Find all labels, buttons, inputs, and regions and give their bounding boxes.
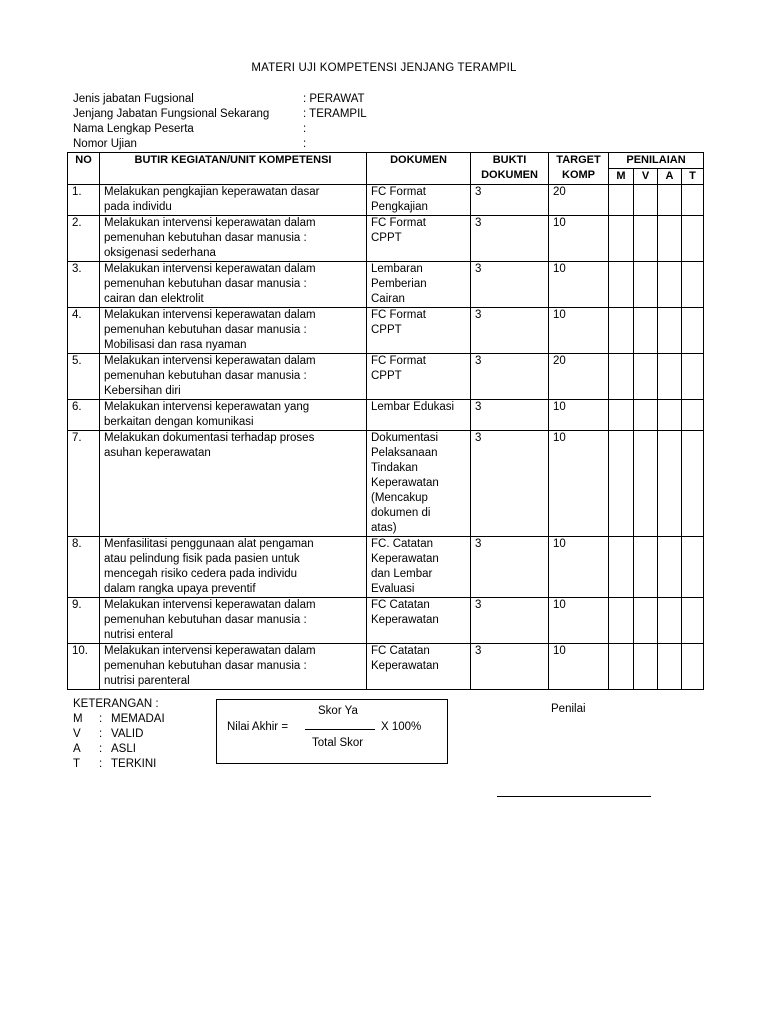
cell-target-komp: 20 — [549, 185, 609, 216]
cell-penilaian-v — [634, 400, 658, 431]
legend-item-a — [73, 742, 159, 757]
header-bukti-line1: BUKTI — [492, 154, 527, 166]
cell-no: 9. — [68, 598, 100, 644]
cell-dokumen — [367, 598, 471, 644]
cell-penilaian-t — [682, 431, 704, 537]
cell-penilaian-v — [634, 185, 658, 216]
cell-butir-kegiatan — [100, 308, 367, 354]
cell-no: 5. — [68, 354, 100, 400]
cell-no: 8. — [68, 537, 100, 598]
header-target-line2: KOMP — [562, 169, 595, 181]
signature-line — [497, 796, 651, 797]
cell-penilaian-m — [609, 644, 634, 690]
table-row — [68, 598, 704, 644]
cell-penilaian-a — [658, 308, 682, 354]
cell-penilaian-a — [658, 598, 682, 644]
butir-line: Melakukan intervensi keperawatan dalam — [104, 355, 316, 367]
cell-bukti-dokumen: 3 — [471, 431, 549, 537]
meta-value: : PERAWAT — [303, 93, 365, 105]
butir-line: nutrisi enteral — [104, 629, 174, 641]
table-row — [68, 400, 704, 431]
formula-multiplier: X 100% — [381, 721, 422, 733]
cell-penilaian-m — [609, 537, 634, 598]
table-row — [68, 354, 704, 400]
cell-butir-kegiatan — [100, 598, 367, 644]
dokumen-line: Lembaran — [371, 263, 423, 275]
dokumen-line: Lembar Edukasi — [371, 401, 455, 413]
cell-penilaian-a — [658, 216, 682, 262]
cell-no: 10. — [68, 644, 100, 690]
cell-target-komp: 20 — [549, 354, 609, 400]
cell-no: 3. — [68, 262, 100, 308]
header-target-komp — [549, 153, 609, 185]
cell-penilaian-t — [682, 598, 704, 644]
dokumen-line: FC Catatan — [371, 645, 430, 657]
cell-bukti-dokumen: 3 — [471, 262, 549, 308]
header-a: A — [658, 169, 682, 185]
butir-line: Melakukan intervensi keperawatan dalam — [104, 645, 316, 657]
cell-penilaian-a — [658, 537, 682, 598]
cell-bukti-dokumen: 3 — [471, 185, 549, 216]
butir-line: Melakukan intervensi keperawatan dalam — [104, 599, 316, 611]
butir-line: dalam rangka upaya preventif — [104, 583, 256, 595]
cell-penilaian-a — [658, 262, 682, 308]
cell-no: 7. — [68, 431, 100, 537]
table-row — [68, 216, 704, 262]
meta-value: : — [303, 123, 307, 135]
cell-penilaian-t — [682, 644, 704, 690]
cell-bukti-dokumen: 3 — [471, 308, 549, 354]
cell-no: 2. — [68, 216, 100, 262]
cell-dokumen — [367, 431, 471, 537]
cell-bukti-dokumen: 3 — [471, 354, 549, 400]
butir-line: pada individu — [104, 201, 172, 213]
dokumen-line: Cairan — [371, 293, 405, 305]
table-body — [68, 185, 704, 690]
cell-no: 4. — [68, 308, 100, 354]
meta-label: Nama Lengkap Peserta — [73, 123, 194, 135]
dokumen-line: FC Format — [371, 355, 426, 367]
header-v: V — [634, 169, 658, 185]
butir-line: Kebersihan diri — [104, 385, 181, 397]
butir-line: Melakukan intervensi keperawatan dalam — [104, 263, 316, 275]
dokumen-line: FC Format — [371, 186, 426, 198]
cell-penilaian-m — [609, 216, 634, 262]
score-formula-box — [216, 699, 448, 764]
legend-code: M — [73, 713, 83, 725]
dokumen-line: Keperawatan — [371, 614, 439, 626]
legend-item-v — [73, 727, 159, 742]
table-row — [68, 644, 704, 690]
cell-target-komp: 10 — [549, 644, 609, 690]
legend-desc: VALID — [111, 728, 144, 740]
cell-penilaian-a — [658, 431, 682, 537]
header-bukti-line2: DOKUMEN — [481, 169, 538, 181]
formula-numerator: Skor Ya — [318, 705, 358, 717]
cell-butir-kegiatan — [100, 185, 367, 216]
cell-target-komp: 10 — [549, 598, 609, 644]
cell-dokumen — [367, 537, 471, 598]
cell-penilaian-m — [609, 185, 634, 216]
legend-sep: : — [99, 728, 103, 740]
butir-line: nutrisi parenteral — [104, 675, 190, 687]
butir-line: Menfasilitasi penggunaan alat pengaman — [104, 538, 314, 550]
header-target-line1: TARGET — [556, 154, 601, 166]
butir-line: Melakukan intervensi keperawatan dalam — [104, 309, 316, 321]
legend-heading: KETERANGAN : — [73, 698, 159, 710]
header-no: NO — [68, 153, 100, 185]
header-bukti-dokumen — [471, 153, 549, 185]
meta-value: : — [303, 138, 307, 150]
cell-penilaian-v — [634, 537, 658, 598]
butir-line: pemenuhan kebutuhan dasar manusia : — [104, 370, 307, 382]
formula-denominator: Total Skor — [312, 737, 364, 749]
dokumen-line: FC. Catatan — [371, 538, 433, 550]
dokumen-line: CPPT — [371, 324, 402, 336]
cell-penilaian-t — [682, 262, 704, 308]
document-title: MATERI UJI KOMPETENSI JENJANG TERAMPIL — [251, 62, 517, 74]
butir-line: Melakukan intervensi keperawatan dalam — [104, 217, 316, 229]
legend-desc: MEMADAI — [111, 713, 165, 725]
cell-target-komp: 10 — [549, 262, 609, 308]
cell-dokumen — [367, 216, 471, 262]
cell-butir-kegiatan — [100, 400, 367, 431]
header-butir-kegiatan: BUTIR KEGIATAN/UNIT KOMPETENSI — [100, 153, 367, 185]
butir-line: pemenuhan kebutuhan dasar manusia : — [104, 660, 307, 672]
cell-no: 1. — [68, 185, 100, 216]
cell-target-komp: 10 — [549, 431, 609, 537]
dokumen-line: (Mencakup — [371, 492, 428, 504]
cell-penilaian-t — [682, 537, 704, 598]
header-t: T — [682, 169, 704, 185]
cell-penilaian-v — [634, 598, 658, 644]
cell-penilaian-v — [634, 262, 658, 308]
dokumen-line: CPPT — [371, 232, 402, 244]
dokumen-line: FC Catatan — [371, 599, 430, 611]
cell-penilaian-v — [634, 308, 658, 354]
header-m: M — [609, 169, 634, 185]
legend-code: A — [73, 743, 81, 755]
butir-line: mencegah risiko cedera pada individu — [104, 568, 298, 580]
dokumen-line: atas) — [371, 522, 397, 534]
cell-bukti-dokumen: 3 — [471, 598, 549, 644]
table-row — [68, 308, 704, 354]
legend-sep: : — [99, 713, 103, 725]
cell-bukti-dokumen: 3 — [471, 400, 549, 431]
dokumen-line: Tindakan — [371, 462, 418, 474]
meta-label: Jenis jabatan Fugsional — [73, 93, 194, 105]
butir-line: Mobilisasi dan rasa nyaman — [104, 339, 247, 351]
cell-target-komp: 10 — [549, 308, 609, 354]
butir-line: pemenuhan kebutuhan dasar manusia : — [104, 324, 307, 336]
dokumen-line: dan Lembar — [371, 568, 433, 580]
cell-butir-kegiatan — [100, 537, 367, 598]
cell-penilaian-v — [634, 431, 658, 537]
butir-line: cairan dan elektrolit — [104, 293, 204, 305]
table-row — [68, 262, 704, 308]
cell-penilaian-t — [682, 400, 704, 431]
cell-penilaian-m — [609, 400, 634, 431]
table-row — [68, 537, 704, 598]
dokumen-line: dokumen di — [371, 507, 431, 519]
table-row — [68, 431, 704, 537]
cell-penilaian-a — [658, 185, 682, 216]
legend-code: V — [73, 728, 81, 740]
cell-penilaian-v — [634, 354, 658, 400]
cell-penilaian-a — [658, 400, 682, 431]
assessor-label: Penilai — [551, 703, 586, 715]
cell-dokumen — [367, 262, 471, 308]
butir-line: pemenuhan kebutuhan dasar manusia : — [104, 614, 307, 626]
cell-bukti-dokumen: 3 — [471, 216, 549, 262]
cell-butir-kegiatan — [100, 216, 367, 262]
dokumen-line: Evaluasi — [371, 583, 415, 595]
legend-desc: ASLI — [111, 743, 136, 755]
cell-dokumen — [367, 354, 471, 400]
cell-penilaian-m — [609, 262, 634, 308]
legend-item-m — [73, 712, 165, 727]
butir-line: oksigenasi sederhana — [104, 247, 216, 259]
cell-penilaian-t — [682, 308, 704, 354]
cell-dokumen — [367, 308, 471, 354]
cell-penilaian-a — [658, 644, 682, 690]
header-penilaian: PENILAIAN — [609, 153, 704, 169]
dokumen-line: CPPT — [371, 370, 402, 382]
cell-penilaian-v — [634, 644, 658, 690]
butir-line: pemenuhan kebutuhan dasar manusia : — [104, 278, 307, 290]
dokumen-line: Pemberian — [371, 278, 427, 290]
butir-line: asuhan keperawatan — [104, 447, 211, 459]
dokumen-line: FC Format — [371, 217, 426, 229]
dokumen-line: Pelaksanaan — [371, 447, 438, 459]
cell-penilaian-m — [609, 308, 634, 354]
meta-value: : TERAMPIL — [303, 108, 367, 120]
butir-line: berkaitan dengan komunikasi — [104, 416, 254, 428]
dokumen-line: Dokumentasi — [371, 432, 439, 444]
cell-penilaian-t — [682, 216, 704, 262]
butir-line: atau pelindung fisik pada pasien untuk — [104, 553, 300, 565]
cell-penilaian-a — [658, 354, 682, 400]
cell-penilaian-t — [682, 185, 704, 216]
cell-penilaian-m — [609, 431, 634, 537]
dokumen-line: Keperawatan — [371, 477, 439, 489]
cell-dokumen — [367, 400, 471, 431]
dokumen-line: Keperawatan — [371, 660, 439, 672]
cell-dokumen — [367, 185, 471, 216]
legend-sep: : — [99, 743, 103, 755]
cell-target-komp: 10 — [549, 537, 609, 598]
legend — [73, 697, 165, 772]
dokumen-line: FC Format — [371, 309, 426, 321]
cell-penilaian-v — [634, 216, 658, 262]
legend-desc: TERKINI — [111, 758, 157, 770]
butir-line: Melakukan dokumentasi terhadap proses — [104, 432, 315, 444]
dokumen-line: Pengkajian — [371, 201, 428, 213]
butir-line: Melakukan pengkajian keperawatan dasar — [104, 186, 320, 198]
cell-butir-kegiatan — [100, 262, 367, 308]
header-dokumen: DOKUMEN — [367, 153, 471, 185]
cell-butir-kegiatan — [100, 431, 367, 537]
cell-dokumen — [367, 644, 471, 690]
cell-penilaian-m — [609, 598, 634, 644]
table-row — [68, 185, 704, 216]
dokumen-line: Keperawatan — [371, 553, 439, 565]
formula-lhs: Nilai Akhir = — [227, 721, 289, 733]
cell-target-komp: 10 — [549, 400, 609, 431]
meta-label: Nomor Ujian — [73, 138, 137, 150]
cell-butir-kegiatan — [100, 354, 367, 400]
cell-target-komp: 10 — [549, 216, 609, 262]
cell-butir-kegiatan — [100, 644, 367, 690]
butir-line: pemenuhan kebutuhan dasar manusia : — [104, 232, 307, 244]
fraction-bar — [305, 729, 375, 730]
cell-bukti-dokumen: 3 — [471, 644, 549, 690]
legend-item-t — [73, 757, 159, 772]
cell-penilaian-m — [609, 354, 634, 400]
meta-label: Jenjang Jabatan Fungsional Sekarang — [73, 108, 270, 120]
legend-sep: : — [99, 758, 103, 770]
cell-no: 6. — [68, 400, 100, 431]
butir-line: Melakukan intervensi keperawatan yang — [104, 401, 310, 413]
competency-table — [67, 152, 704, 690]
legend-code: T — [73, 758, 81, 770]
cell-penilaian-t — [682, 354, 704, 400]
cell-bukti-dokumen: 3 — [471, 537, 549, 598]
